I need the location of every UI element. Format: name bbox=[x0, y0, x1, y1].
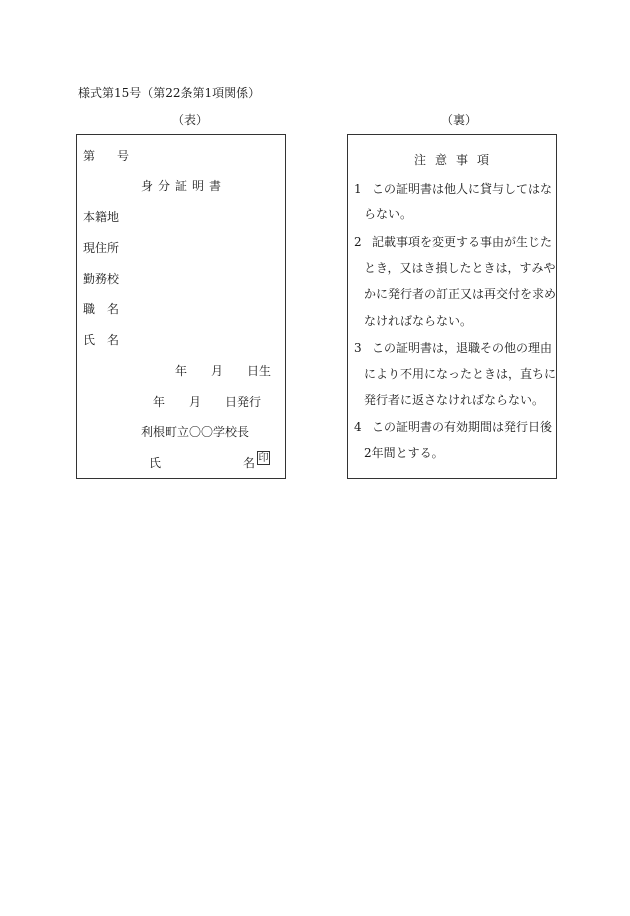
card-number-suffix: 号 bbox=[117, 149, 130, 163]
card-title: 身分証明書 bbox=[141, 179, 227, 193]
form-title: 様式第15号（第22条第1項関係） bbox=[78, 86, 261, 100]
note-2-line-1 bbox=[354, 233, 552, 250]
note-number: 2 bbox=[354, 235, 362, 249]
note-text: 記載事項を変更する事由が生じた bbox=[372, 235, 553, 249]
position-label: 職名 bbox=[83, 302, 132, 316]
name-label: 氏名 bbox=[83, 333, 132, 347]
birth-date-line: 年 月 日生 bbox=[175, 364, 272, 378]
note-text: この証明書の有効期間は発行日後 bbox=[372, 420, 553, 434]
workplace-label: 勤務校 bbox=[83, 272, 120, 286]
issuer-title: 利根町立〇〇学校長 bbox=[141, 425, 250, 439]
note-1-line-1 bbox=[354, 180, 552, 197]
signature-name-right: 名 bbox=[243, 456, 256, 470]
id-card-back bbox=[347, 134, 557, 479]
card-number-prefix: 第 bbox=[83, 149, 96, 163]
note-number: 3 bbox=[354, 341, 362, 355]
note-2-line-3: かに発行者の訂正又は再交付を求め bbox=[364, 287, 557, 301]
note-3-line-3: 発行者に返さなければならない。 bbox=[364, 393, 545, 407]
note-4-line-2: 2年間とする。 bbox=[364, 446, 444, 460]
note-2-line-2: とき，又はき損したときは，すみや bbox=[364, 261, 556, 275]
note-text: この証明書は，退職その他の理由 bbox=[372, 341, 553, 355]
id-card-front bbox=[76, 134, 286, 479]
note-number: 1 bbox=[354, 182, 362, 196]
notes-heading: 注意事項 bbox=[414, 153, 499, 167]
signature-name-left: 氏 bbox=[149, 456, 162, 470]
note-2-line-4: なければならない。 bbox=[364, 314, 473, 328]
seal-icon: 印 bbox=[258, 453, 269, 464]
front-side-label: （表） bbox=[172, 113, 209, 127]
note-3-line-2: により不用になったときは，直ちに bbox=[364, 367, 557, 381]
note-number: 4 bbox=[354, 420, 362, 434]
note-4-line-1 bbox=[354, 418, 552, 435]
note-3-line-1 bbox=[354, 339, 552, 356]
address-label: 現住所 bbox=[83, 241, 120, 255]
card-number-line bbox=[83, 147, 129, 164]
domicile-label: 本籍地 bbox=[83, 210, 120, 224]
note-1-line-2: らない。 bbox=[364, 207, 413, 221]
back-side-label: （裏） bbox=[441, 113, 478, 127]
note-text: この証明書は他人に貸与してはな bbox=[372, 182, 553, 196]
issue-date-line: 年 月 日発行 bbox=[153, 395, 262, 409]
